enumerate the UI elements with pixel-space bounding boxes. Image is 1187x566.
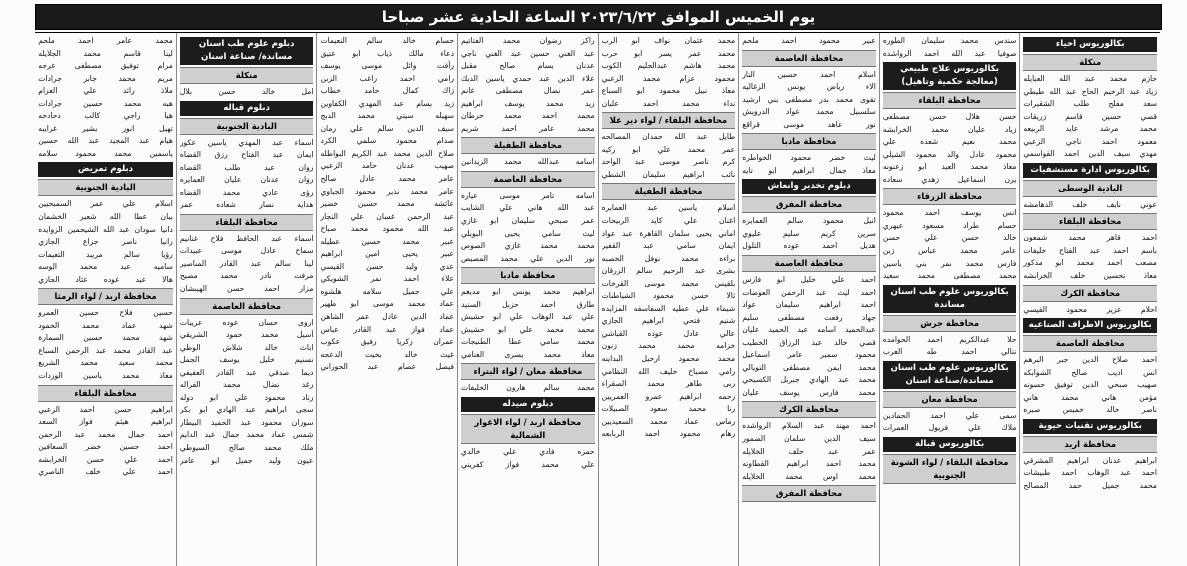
candidate-name: انيل محمود سالم العمايره [742,216,876,226]
candidate-name: ابراهيم حسن احمد الزعبي [38,404,173,414]
candidate-name: احمد ابراهيم سليمان عواد [742,300,876,310]
candidate-name: عبير محمود احمد ملحم [742,36,876,45]
candidate-name: خالد حسن علي حسن [882,233,1017,243]
candidate-name: ابراهيم هيثم فواز السعد [38,417,173,427]
candidate-name: محمد جميل حمد المصالح [1023,480,1157,490]
candidate-name: علي جميل سلامه هلشوه [320,286,455,296]
candidate-name: ملك محمد صالح السيوطي [179,443,314,453]
candidate-name: محمود عزام محمد الزعبي [601,73,736,83]
candidate-name: احمد علي حسن الخرابشه [38,454,173,464]
program-heading: بكالوريوس علاج طبيعي (معالجة حكمية وتاهيل) [883,62,1017,90]
candidate-name: زياد عبد الرحيم الحاج عبد الله طيطي [1023,86,1157,96]
column-6 [316,33,457,566]
column-4 [598,33,739,566]
program-heading: بكالوريوس قبالة [883,437,1017,452]
candidate-name: محمد سعيد محمد الشريع [38,358,173,368]
candidate-name: ملاك علي فريول العمرات [882,423,1017,433]
program-heading: بكالوريوس علوم طب اسنان مساندة/صناعة اسنان [883,361,1017,389]
candidate-name: اسماء عبد المهدي ياسين عكور [179,137,314,147]
candidate-name: تهيل انور بشير غرايبه [38,123,173,133]
program-heading: بكالوريوس تقنيات حيوية [1023,419,1157,434]
candidate-name: عبد الله هاني علي الشايب [461,203,595,213]
candidate-name: هيا راجي كالب دحادحه [38,111,173,121]
candidate-name: عامر محمد عباس زبن [882,246,1017,256]
candidate-name: راكز رضوان محمد الفتاتيم [461,36,595,45]
region-heading: محافظة الكرك [742,401,876,418]
candidate-name: عائشه محمد حسين خضير [320,199,455,209]
program-heading: بكالوريوس علوم طب اسنان مساندة [883,285,1017,313]
candidate-name: قصي حسين قاسم زريقات [1023,111,1157,121]
candidate-name: معاذ نبيل محمود ابو السباع [601,86,736,96]
region-heading: محافظة معان / لواء البتراء [461,363,595,380]
candidate-name: عماد محمد موسى ابو ظهير [320,299,455,309]
column-8 [35,33,176,566]
candidate-name: سمى علي احمد الحمادين [882,410,1017,420]
candidate-name: اسلام احمد حسين النار [742,69,876,79]
candidate-name: احمد جمال محمد عبد الرحمن [38,429,173,439]
region-heading: منكلة [1023,54,1157,71]
region-heading: محافظة جرش [883,315,1017,332]
candidate-name: ابراهيم عدنان ابراهيم المشرقي [1023,455,1157,465]
candidate-name: رنا محمد سعود الصبيلات [601,404,736,414]
candidate-name: نور الدين علي محمد المصيص [461,253,595,263]
candidate-name: عدنان بسام صالح مقبل [461,61,595,71]
candidate-name: علي عبد الوهاب علي ابو حشيش [461,312,595,322]
candidate-name: احمد حسين خضر السعافين [38,442,173,452]
candidate-name: ليث خضر محمود الخواطره [742,153,876,163]
region-heading: محافظة البلقاء / لواء الشونة الجنوبية [883,454,1017,484]
candidate-name: فيصل عصام عبد الحوراني [320,362,455,372]
candidate-name: سيف الدين سالم علي رمان [320,123,455,133]
candidate-name: حسن هلال حسن مصطفى [882,112,1017,122]
region-heading: منكلة [180,67,314,84]
candidate-name: ابراهيم محمد يونس ابو مديغم [461,287,595,297]
candidate-name: رناد محمود علي ابو دوله [179,392,314,402]
candidate-name: ملاذ رائد علي العزام [38,86,173,96]
candidate-name: محمود عادل والد محمود الشيلي [882,149,1017,159]
program-heading: دبلوم تخدير وانعاش [742,179,876,194]
candidate-name: محمد عبد الهادي جبريل الكسيحي [742,375,876,385]
candidate-name: مرام توفيق مصطفى عرجه [38,61,173,71]
candidate-name: رماس عماد محمد السعيديين [601,416,736,426]
candidate-name: سهيله سيتي محمد الدبج [320,111,455,121]
region-heading: محافظة معان [883,391,1017,408]
candidate-name: عمر صبحي سليمان ابو غازي [461,216,595,226]
candidate-name: عدي وليد حسن القيسي [320,261,455,271]
candidate-name: عالي عادل عوده القباشي [601,328,736,338]
candidate-name: براءه محمد نوفل الخصبه [601,253,736,263]
candidate-name: حلا عبدالكريم احمد الحوامده [882,334,1017,344]
candidate-name: سجى ابراهيم عبد الهادي ابو بكر [179,405,314,415]
program-heading: دبلوم تمريض [38,162,173,177]
candidate-name: دعاء مالك ذياب ابو عتيق [320,48,455,58]
candidate-name: باسم احمد عبد الفتاح خليفات [1023,245,1157,255]
region-heading: محافظة اربد [1023,436,1157,453]
candidate-name: احمد قاهر محمد شمعون [1023,233,1157,243]
candidate-name: صلاح الدين محمد عبد الكريم البواطله [320,148,455,158]
region-heading: محافظة العاصمة [461,171,595,188]
candidate-name: الاء رياض يونس الزغاليه [742,82,876,92]
candidate-name: محمد محمد علي ابو حشيش [461,324,595,334]
candidate-name: رامي احمد راغب الزبن [320,73,455,83]
candidate-name: لينا سالم عبد القادر المناصير [179,258,314,268]
candidate-name: رغد نضال محمد الفراله [179,380,314,390]
candidate-name: معاذ تحسين خلف الخرابشه [1023,271,1157,281]
candidate-name: فارس محمد نمر بني ياسين [882,258,1017,268]
candidate-name: صهيب صبحي الدين توفيق حسونه [1023,380,1157,390]
candidate-name: نداء محمد احمد عليان [601,98,736,108]
candidate-name: زيد محمد يوسف ابراهيم [461,98,595,108]
candidate-name: حسام خالد سالم النعيمات [320,36,455,45]
candidate-name: بشرى عبد الرحيم سالم الزرقان [601,266,736,276]
candidate-name: عماد الدين عادل عمر الشاهن [320,312,455,322]
candidate-name: محمد عامر احمد شريم [461,123,595,133]
candidate-name: ثالا حسن محمود الشياطنات [601,291,736,301]
candidate-name: ربى طاهر محمد الصقراء [601,379,736,389]
candidate-name: عمر محمد علي ابو ركيه [601,144,736,154]
candidate-name: اسامه تامر موسى عياره [461,190,595,200]
column-3 [738,33,879,566]
candidate-name: مرفت نادر محمد مصيح [179,271,314,281]
candidate-name: طايل عبد الله حمدان المصالحه [601,132,736,142]
candidate-name: شنيم فتحي ابراهيم الجازي [601,316,736,326]
candidate-name: عبدالحميد اسامه عبد الحميد عليان [742,325,876,335]
region-heading: محافظة مادبا [461,267,595,284]
candidate-name: عامر محمد عادل صالح [320,174,455,184]
candidate-name: عبير يحيى امين ابراهيم [320,249,455,259]
program-heading: دبلوم علوم طب اسنان مساندة/ صناعة اسنان [180,37,314,65]
candidate-name: عبد الغني حسين عبد الغني ناجي [461,48,595,58]
candidate-name: محمد هاشم عبدالحليم الكوب [601,61,736,71]
candidate-name: اسلام ياسين عبد العمايره [601,203,736,213]
candidate-name: عيون وليد جميل ابو عامر [179,455,314,465]
column-1 [1019,33,1160,566]
region-heading: البادية الجنوبية [38,179,173,196]
candidate-name: معمود احمد ناجي الزعبي [1023,136,1157,146]
candidate-name: محمد مرشد عايد الربيعه [1023,124,1157,134]
candidate-name: محمد احمد محمد خرطان [461,111,595,121]
candidate-name: سوزان محمود عبد الحميد البيطار [179,417,314,427]
candidate-name: عبد القادر محمد عبد الرحمن السباع [38,345,173,355]
candidate-name: طارق احمد حزبل السنيد [461,299,595,309]
region-heading: محافظة العاصمة [742,255,876,272]
candidate-name: اسلام علي عمر السمبحيين [38,199,173,209]
column-2 [879,33,1020,566]
candidate-name: محمد نعيم شعده علي [882,137,1017,147]
candidate-name: عبير محمد حسين عطيله [320,236,455,246]
candidate-name: غيث خالد بخيت الدعجه [320,349,455,359]
candidate-name: حمزه فادي علي خالدي [461,447,595,457]
candidate-name: محمود سمير عامر اسماعيل [742,350,876,360]
candidate-name: حسين فلاح حسين العمرو [38,308,173,318]
region-heading: محافظة اربد / لواء الاغوار الشمالية [461,414,595,444]
region-heading: محافظة العاصمة [742,50,876,67]
candidate-name: روان عبد طلب القضاه [179,162,314,172]
candidate-name: مزار احمد حسن الهيبشان [179,284,314,294]
region-heading: محافظة البلقاء [1023,213,1157,230]
column-5 [457,33,598,566]
candidate-name: محمد محمود ارحيل البداينه [601,354,736,364]
candidate-name: احمد مهند عبد السلام الرواشده [742,421,876,431]
candidate-name: اغنان علي كايد الربيحات [601,216,736,226]
candidate-name: عبد الله محمود محمد صباح [320,224,455,234]
candidate-name: سرين كريم سليم عليوي [742,228,876,238]
candidate-name: احمد صلاح الدين جبر البرهم [1023,355,1157,365]
candidate-name: سعد مفلح طلب الشقيرات [1023,99,1157,109]
candidate-name: جهاد رفعت مصطفى سليم [742,312,876,322]
candidate-name: معاذ محمد ياسين الوردات [38,371,173,381]
candidate-name: عمر نضال مصطفى غانم [461,86,595,96]
candidate-name: رانيا ناصر جزاع الجازي [38,237,173,247]
candidate-name: كرم ناصر موسى عبد الواحد [601,157,736,167]
candidate-name: مريم محمد جابر جرادات [38,73,173,83]
candidate-name: قصي خالد عبد الرزاق الخطيب [742,337,876,347]
candidate-name: زياد عليان محمد الخرابشه [882,124,1017,134]
date-banner: يوم الخميس الموافق ٢٠٢٣/٦/٢٢ الساعة الحادية عشر صباحا [35,4,1162,30]
candidate-name: سلسبيل محمد عواد الدرويش [742,107,876,117]
program-heading: بكالوريوس احياء [1023,37,1157,52]
candidate-name: شهد عماد محمد الحمود [38,320,173,330]
region-heading: البادية الجنوبية [180,118,314,135]
candidate-name: صوفيا عبد الله احمد الرواشده [882,48,1017,58]
candidate-name: احمد علي خليل ابو فارس [742,275,876,285]
candidate-name: مهدي سيف الدين احمد القواسمي [1023,149,1157,159]
candidate-name: هيام عبد المجيد عبد الله حسين [38,136,173,146]
candidate-name: عبد الرحمن غسان علي النجار [320,211,455,221]
candidate-name: مصعب احمد محمد ابو مذكور [1023,258,1157,268]
candidate-name: علي محمد فواز كفريني [461,459,595,469]
candidate-name: محمد سالم هارون الخليفات [461,383,595,393]
candidate-name: بيان عطا الله شعير الخشمان [38,212,173,222]
candidate-name: انس اديب صالح الشوابكه [1023,367,1157,377]
candidate-name: معاذ جمال ابراهيم ابو تايه [742,165,876,175]
region-heading: محافظة البلقاء / لواء دير علا [602,112,736,129]
candidate-name: رؤى عادي محمد القضاه [179,187,314,197]
region-heading: محافظة الزرقاء [883,188,1017,205]
candidate-name: عماد فواز عبد القادر عباس [320,324,455,334]
candidate-name: روان عدنان عليان العمايره [179,175,314,185]
candidate-name: علاء الدين عبد حمدي ياسين الديك [461,73,595,83]
candidate-name: صدام محمود سلمي الكرد [320,136,455,146]
candidate-name: علاء احمد نمر الشويكي [320,274,455,284]
candidate-name: عمران زكريا رفيق عكوب [320,337,455,347]
candidate-name: سيف الدين سلمان الضمور [742,434,876,444]
candidate-name: محمد محمد غازي الصوص [461,241,595,251]
candidate-name: محمد عمر يسر ابو حرب [601,48,736,58]
candidate-name: ساميه عبد محمد الوسه [38,262,173,272]
candidate-name: اباث خالد شلاش الوظي [179,342,314,352]
region-heading: محافظة البلقاء [38,385,173,402]
candidate-name: رامي مصباح خليف الله النظامي [601,366,736,376]
candidate-name: اسامه عبدالله محمد الزيدانين [461,157,595,167]
candidate-name: حسام طراد مسعود عيهري [882,220,1017,230]
candidate-name: محمد احمد ابراهيم القطاونه [742,459,876,469]
candidate-name: ايمان عبد الفتاح رزق القضاه [179,150,314,160]
candidate-name: احمد عبد الوهاب احمد طبيشات [1023,468,1157,478]
candidate-name: رهام محمود احمد الربابعه [601,429,736,439]
candidate-name: عوني نايف خلف الدهامشه [1023,199,1157,209]
region-heading: محافظة اربد / لواء الرمثا [38,288,173,305]
candidate-name: اسماء عبد الحافظ فلاح غنانيم [179,233,314,243]
candidate-name: محمد مصطفى محمد سعيد [882,271,1017,281]
candidate-name: أسيل محمد حمود الشريقي [179,330,314,340]
region-heading: محافظة الطفيلة [602,183,736,200]
candidate-name: عامر محمد نذير محمود الجباوي [320,186,455,196]
candidate-name: هالا عبد عوده عثاد الجازي [38,274,173,284]
candidate-name: احلام عزيز محمود القيسي [1023,304,1157,314]
region-heading: محافظة العاصمة [1023,335,1157,352]
candidate-name: معاذ محمد العيد ابو زعنونه [882,162,1017,172]
candidate-name: خزامه محمد محمد زنون [601,341,736,351]
candidate-name: احمد علي خلف الناصري [38,467,173,477]
candidate-name: ديما صدقي عبد القادر العفيفي [179,367,314,377]
candidate-name: هديل احمد عوده التلول [742,241,876,251]
candidate-name: احمد ليث عبد الرحمن العوضات [742,287,876,297]
candidate-name: نور عاهد موسى قراقع [742,119,876,129]
region-heading: محافظة الطفيلة [461,137,595,154]
candidate-name: امل خالد حسن بلال [179,87,314,96]
candidate-name: سندس محمد سليمان الطوره [882,36,1017,45]
program-heading: بكالوريوس الاطراف الصناعيه [1023,318,1157,333]
program-heading: دبلوم صيدله [461,397,595,412]
candidate-name: بلقيس محمد موسى القرخات [601,278,736,288]
candidate-name: شهد محمد حسين السمارة [38,333,173,343]
region-heading: محافظة البلقاء [883,92,1017,109]
candidate-name: ايمان سامي عبد القفير [601,241,736,251]
region-heading: محافظة الكرك [1023,285,1157,302]
candidate-name: ليث سامي يحيى البوبلي [461,228,595,238]
region-heading: محافظة مادبا [742,133,876,150]
candidate-name: اماني يحيى سلمان القاهرة عبد عواد [601,228,736,238]
candidate-name: محمد عامر احمد ملحم [38,36,173,45]
candidate-name: يزن اسماعيل زهدي سعاده [882,174,1017,184]
candidate-name: زيد بسام عبد المهدي الكفاوين [320,98,455,108]
candidate-name: رأفت وائل موسى يوسف [320,61,455,71]
region-heading: البادية الوسطى [1023,180,1157,197]
candidate-name: رحمه ابراهيم عمرو العمريين [601,391,736,401]
region-heading: محافظة المفرق [742,196,876,213]
candidate-name: انس يوسف احمد محمود [882,208,1017,218]
candidate-name: دانيا سودان عبد الله الشيحمين الزوايده [38,224,173,234]
candidate-name: هبه محمد حسين جرادات [38,98,173,108]
candidate-name: معاذ محمد يسرى العنامي [461,349,595,359]
candidate-name: محمد اوس محمد الخلايله [742,471,876,481]
candidate-name: ناصر خالد خميس صبره [1023,405,1157,415]
candidate-name: محمد فارس يوسف عليان [742,387,876,397]
candidate-name: مؤمن هاني محمد هاني [1023,392,1157,402]
candidate-name: صهيب عدنان حامد الزعبي [320,161,455,171]
candidate-name: نتالي احمد طه العرب [882,347,1017,357]
candidate-name: هدايه نصار شعاده عمر [179,200,314,210]
candidate-name: شيماء علي عطيه السفاسفه المزايده [601,303,736,313]
program-heading: بكالوريوس ادارة مستشفيات [1023,163,1157,178]
candidate-name: رؤيا سالم مريبد التعيمات [38,249,173,259]
candidate-name: محمد سامي عطا الطنيجات [461,337,595,347]
program-heading: دبلوم قباله [180,101,314,116]
region-heading: محافظة البلقاء [180,214,314,231]
candidate-name: اروى حسان عوده عريبات [179,317,314,327]
candidate-name: حازم محمد عبد الله العبايله [1023,74,1157,83]
region-heading: محافظة العاصمة [180,298,314,315]
candidate-name: محمد ايمن مصطفى التويالي [742,362,876,372]
region-heading: محافظة المفرق [742,485,876,502]
candidate-name: محمد عثمان نواف ابو الرب [601,36,736,45]
candidate-name: ياسمين محمد محمود سلامه [38,148,173,158]
candidate-name: لينا قاسم محمد الجلايله [38,48,173,58]
column-7 [176,33,317,566]
candidate-name: زاك كمال حامد خطاب [320,86,455,96]
candidate-name: تقوى محمد بدر مصطفى بني ارشيد [742,94,876,104]
candidate-name: سماح عادل موسى عبيدات [179,246,314,256]
candidate-name: نائب ابراهيم سليمان الشطي [601,169,736,179]
candidate-name: شمس عماد محمد جمال عبد الدايم [179,430,314,440]
candidate-name: تسنيم خليل يوسف الجمل [179,355,314,365]
results-columns [35,32,1160,566]
candidate-name: عمر عبد خلف الخلايله [742,446,876,456]
